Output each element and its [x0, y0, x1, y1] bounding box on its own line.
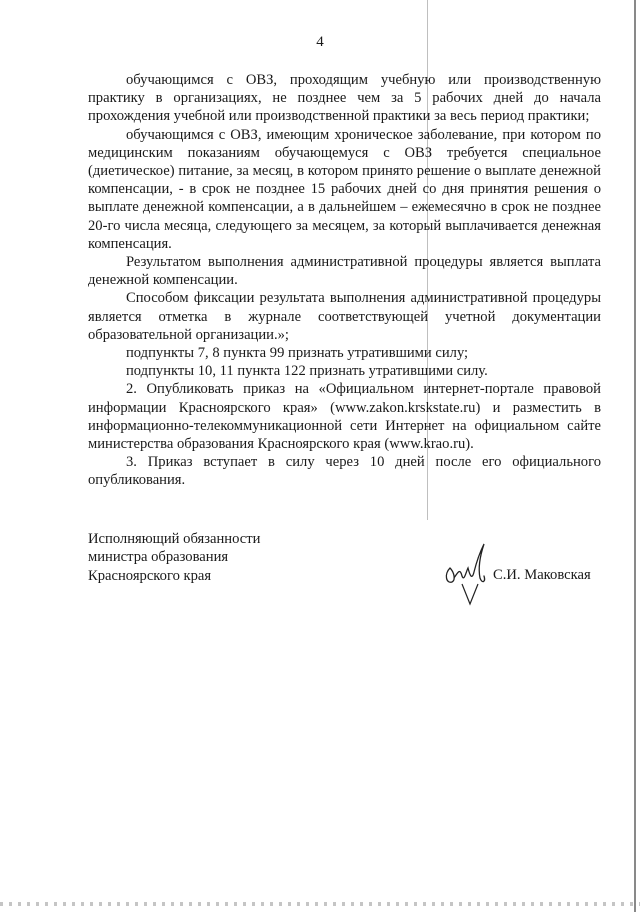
- document-body: [88, 71, 601, 490]
- signatory-title-line: министра образования: [88, 549, 229, 566]
- signatory-title: [88, 530, 260, 585]
- paragraph-publish: 2. Опубликовать приказ на «Официальном интернет-портале правовой информации Красноярского края» (www.zakon.krskstate.ru) и разместить в информационно-телекоммуникационной сети Интернет на официальном сайте министерства образования Красноярского края (www.krao.ru).: [88, 381, 601, 453]
- paragraph-subpoints-99: подпункты 7, 8 пункта 99 признать утратившими силу;: [126, 345, 469, 362]
- scan-edge-shadow: [634, 0, 636, 912]
- paragraph-fixation: Способом фиксации результата выполнения административной процедуры является отметка в журнале соответствующей учетной документации образовательной организации.»;: [88, 290, 601, 343]
- signatory-title-line: Красноярского края: [88, 567, 212, 584]
- paragraph-practice: обучающимся с ОВЗ, проходящим учебную или производственную практику в организациях, не позднее чем за 5 рабочих дней до начала прохождения учебной или производственной практики за весь период практики;: [88, 72, 601, 125]
- paragraph-chronic-disease: обучающимся с ОВЗ, имеющим хроническое заболевание, при котором по медицинским показаниям обучающемуся с ОВЗ требуется специальное (диетическое) питание, за месяц, в котором принято решение о выплате денежной компенсации, - в срок не позднее 15 рабочих дней со дня принятия решения о выплате денежной компенсации, а в дальнейшем – ежемесячно в срок не позднее 20-го числа месяца, следующего за месяцем, за который выплачивается денежная компенсация.: [88, 126, 601, 252]
- scan-bottom-noise: [0, 902, 640, 906]
- signatory-title-line: Исполняющий обязанности: [88, 531, 261, 547]
- signatory-name: С.И. Маковская: [493, 567, 591, 583]
- paragraph-subpoints-122: подпункты 10, 11 пункта 122 признать утратившими силу.: [126, 363, 488, 380]
- paragraph-result: Результатом выполнения административной процедуры является выплата денежной компенсации.: [88, 254, 601, 289]
- paragraph-effective-date: 3. Приказ вступает в силу через 10 дней после его официального опубликования.: [88, 454, 601, 489]
- handwritten-signature: [440, 538, 496, 608]
- page-number: 4: [316, 34, 324, 50]
